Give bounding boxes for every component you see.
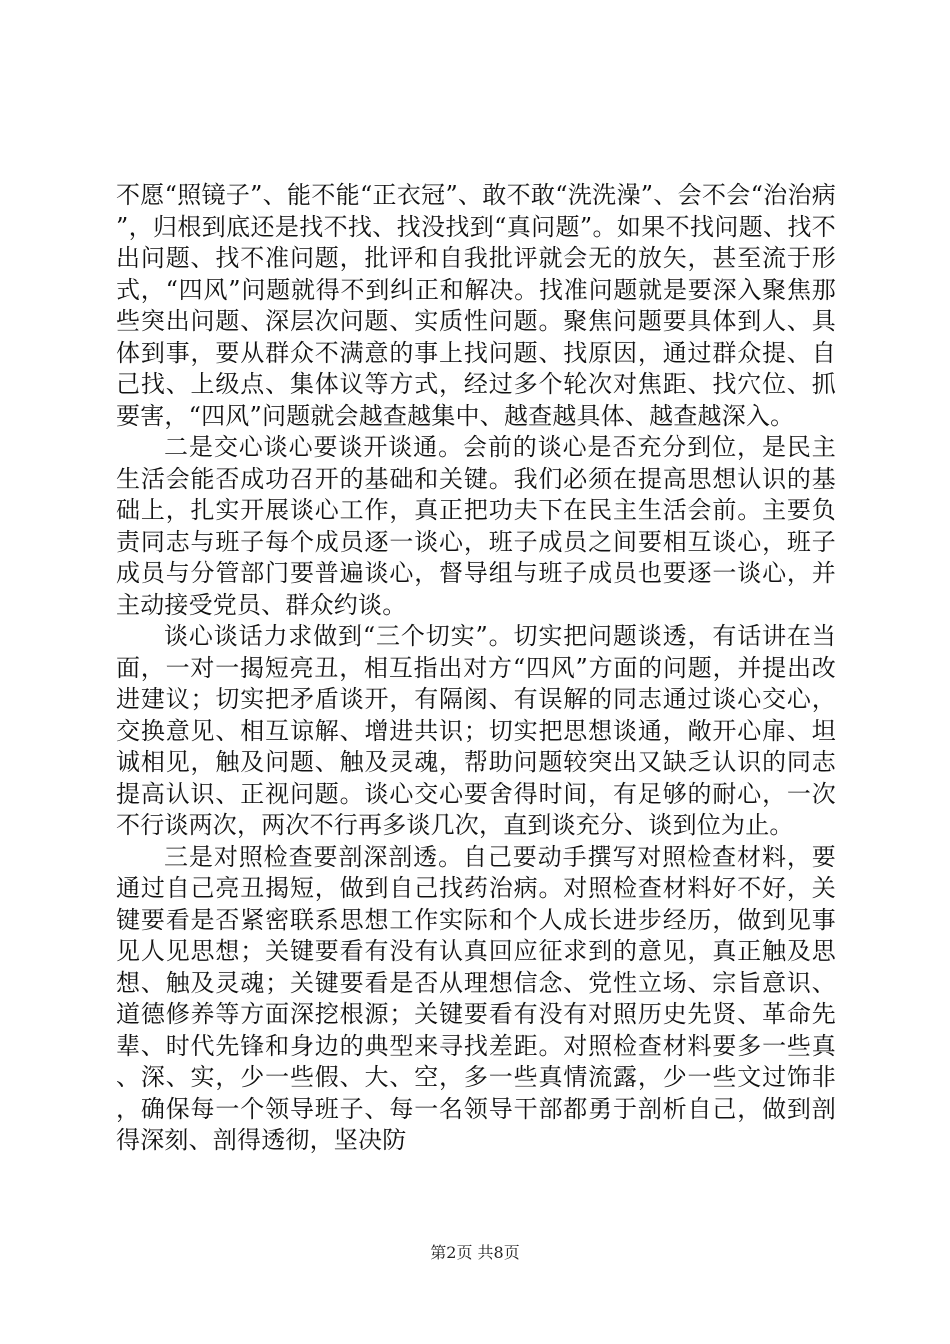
paragraph-4: 三是对照检查要剖深剖透。自己要动手撰写对照检查材料，要通过自己亮丑揭短，做到自己找药治病。对照检查材料好不好，关键要看是否紧密联系思想工作实际和个人成长进步经历，做到见事见人见思想；关键要看有没有认真回应征求到的意见，真正触及思想、触及灵魂；关键要看是否从理想信念、党性立场、宗旨意识、道德修养等方面深挖根源；关键要看有没有对照历史先贤、革命先辈、时代先锋和身边的典型来寻找差距。对照检查材料要多一些真、深、实，少一些假、大、空，多一些真情流露，少一些文过饰非，确保每一个领导班子、每一名领导干部都勇于剖析自己，做到剖得深刻、剖得透彻，坚决防 xyxy=(116,842,836,1154)
paragraph-3: 谈心谈话力求做到“三个切实”。切实把问题谈透，有话讲在当面，一对一揭短亮丑，相互指出对方“四风”方面的问题，并提出改进建议；切实把矛盾谈开，有隔阂、有误解的同志通过谈心交心，交换意见、相互谅解、增进共识；切实把思想谈通，敞开心扉、坦诚相见，触及问题、触及灵魂，帮助问题较突出又缺乏认识的同志提高认识、正视问题。谈心交心要舍得时间，有足够的耐心，一次不行谈两次，两次不行再多谈几次，直到谈充分、谈到位为止。 xyxy=(116,622,836,839)
paragraph-2: 二是交心谈心要谈开谈通。会前的谈心是否充分到位，是民主生活会能否成功召开的基础和关键。我们必须在提高思想认识的基础上，扎实开展谈心工作，真正把功夫下在民主生活会前。主要负责同志与班子每个成员逐一谈心，班子成员之间要相互谈心，班子成员与分管部门要普遍谈心，督导组与班子成员也要逐一谈心，并主动接受党员、群众约谈。 xyxy=(116,433,836,619)
document-body xyxy=(116,180,836,1157)
page-footer: 第2页 共8页 xyxy=(430,1243,520,1262)
paragraph-1: 不愿“照镜子”、能不能“正衣冠”、敢不敢“洗洗澡”、会不会“治治病”，归根到底还是找不找、找没找到“真问题”。如果不找问题、找不出问题、找不准问题，批评和自我批评就会无的放矢，甚至流于形式，“四风”问题就得不到纠正和解决。找准问题就是要深入聚焦那些突出问题、深层次问题、实质性问题。聚焦问题要具体到人、具体到事，要从群众不满意的事上找问题、找原因，通过群众提、自己找、上级点、集体议等方式，经过多个轮次对焦距、找穴位、抓要害，“四风”问题就会越查越集中、越查越具体、越查越深入。 xyxy=(116,181,836,430)
